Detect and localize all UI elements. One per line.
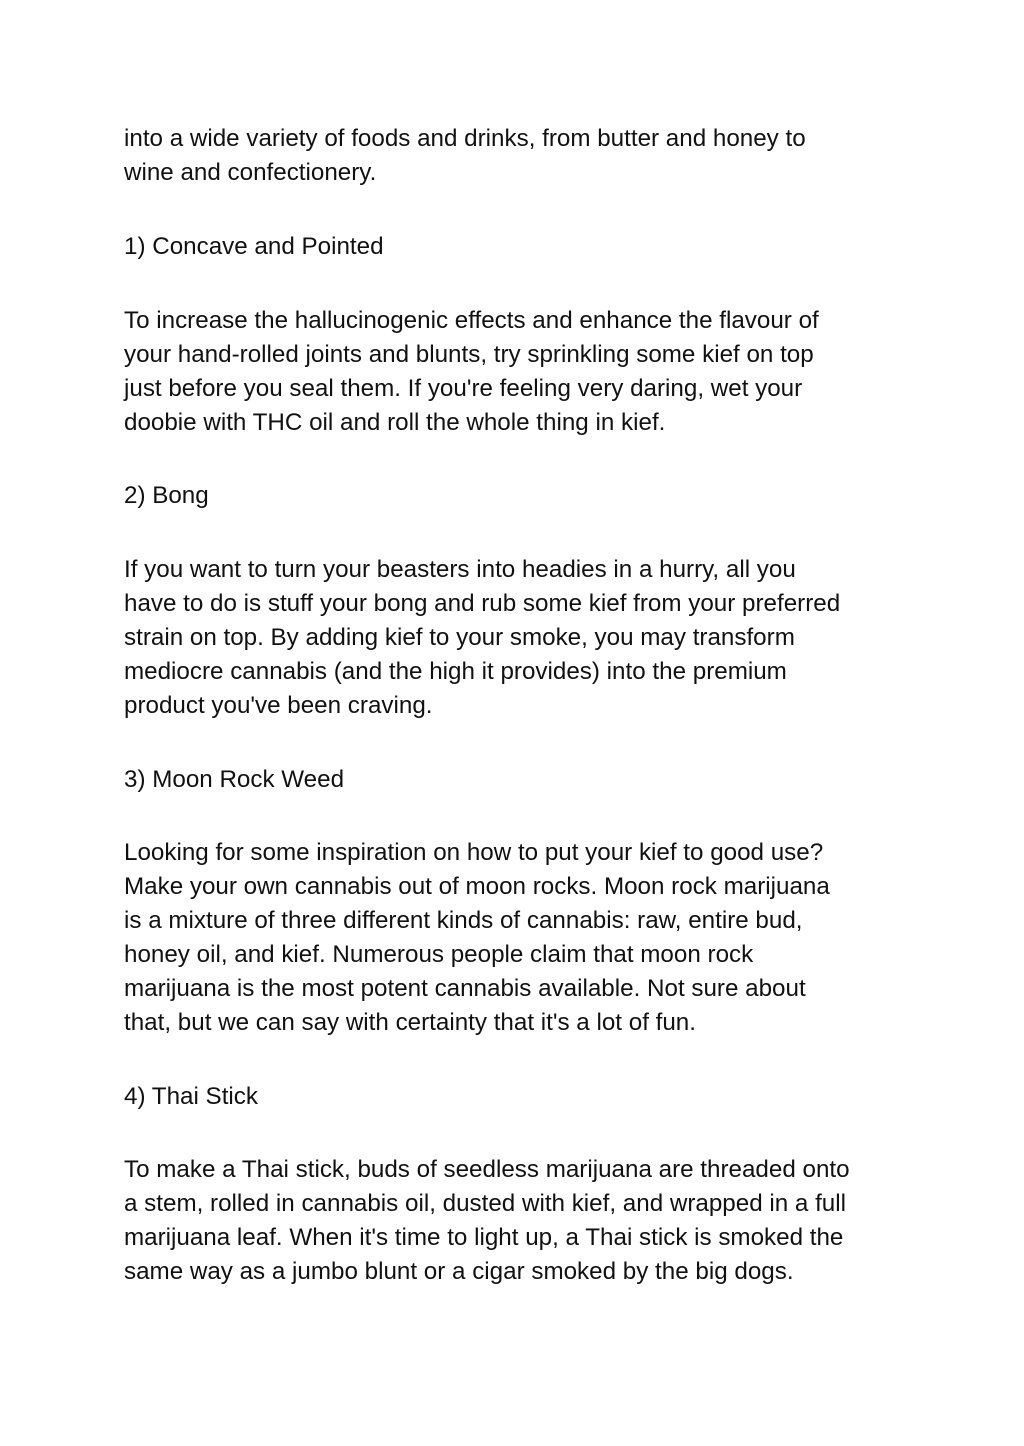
paragraph-line: marijuana is the most potent cannabis available. Not sure about (124, 975, 806, 1002)
paragraph-line: doobie with THC oil and roll the whole thing in kief. (124, 409, 666, 436)
paragraph-line: To increase the hallucinogenic effects and enhance the flavour of (124, 307, 819, 334)
paragraph-line: a stem, rolled in cannabis oil, dusted with kief, and wrapped in a full (124, 1190, 846, 1217)
section-heading: 1) Concave and Pointed (124, 233, 384, 260)
paragraph-line: If you want to turn your beasters into headies in a hurry, all you (124, 556, 796, 583)
paragraph-line: marijuana leaf. When it's time to light up, a Thai stick is smoked the (124, 1224, 844, 1251)
intro-line: wine and confectionery. (124, 159, 377, 186)
intro-line: into a wide variety of foods and drinks, from butter and honey to (124, 125, 806, 152)
paragraph-line: have to do is stuff your bong and rub some kief from your preferred (124, 590, 841, 617)
paragraph-line: Make your own cannabis out of moon rocks. Moon rock marijuana (124, 873, 830, 900)
section-heading: 2) Bong (124, 482, 209, 509)
paragraph-line: honey oil, and kief. Numerous people claim that moon rock (124, 941, 754, 968)
paragraph-line: Looking for some inspiration on how to put your kief to good use? (124, 839, 824, 866)
paragraph-line: your hand-rolled joints and blunts, try sprinkling some kief on top (124, 341, 814, 368)
paragraph-line: same way as a jumbo blunt or a cigar smoked by the big dogs. (124, 1258, 794, 1285)
paragraph-line: product you've been craving. (124, 692, 433, 719)
paragraph-line: that, but we can say with certainty that it's a lot of fun. (124, 1009, 696, 1036)
section-heading: 3) Moon Rock Weed (124, 766, 345, 793)
section-heading: 4) Thai Stick (124, 1083, 258, 1110)
paragraph-line: is a mixture of three different kinds of cannabis: raw, entire bud, (124, 907, 803, 934)
paragraph-line: strain on top. By adding kief to your smoke, you may transform (124, 624, 795, 651)
paragraph-line: just before you seal them. If you're feeling very daring, wet your (124, 375, 803, 402)
paragraph-line: To make a Thai stick, buds of seedless marijuana are threaded onto (124, 1156, 850, 1183)
paragraph-line: mediocre cannabis (and the high it provides) into the premium (124, 658, 787, 685)
